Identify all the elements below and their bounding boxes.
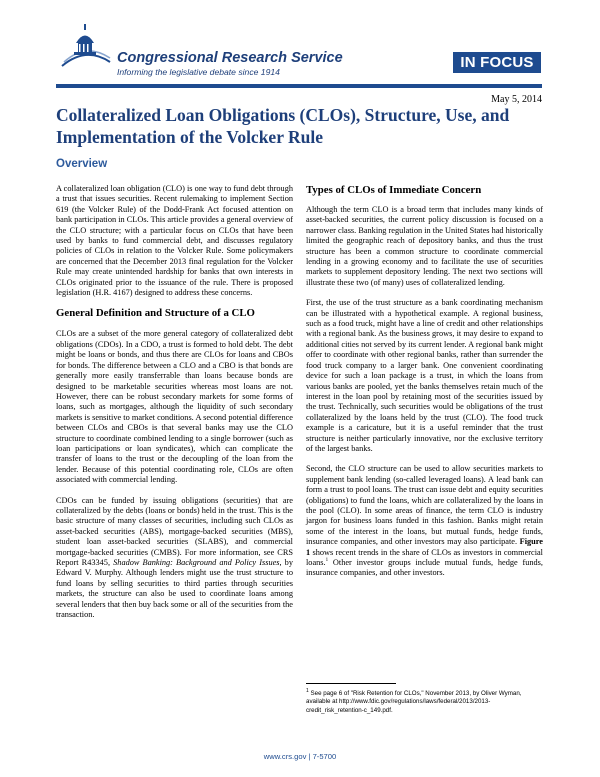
leveraged-loans-text-a: Second, the CLO structure can be used to allow securities markets to supplement bank lending (so-called leveraged loans). A lead bank can form a trust to pool loans. The trust can issue debt and equity securities (obligations) to fund the loans, which are collateralized by the loans in the pool (CLO). In some areas of finance, the term CLO is industry jargon for business loans funded in this fashion. Banks might retain some of the interest in the loans, but mutual funds, hedge funds, insurance companies, and other investors may also participate.: [306, 464, 543, 547]
header-rule: [56, 84, 542, 88]
brand-tagline: Informing the legislative debate since 1914: [117, 67, 280, 77]
page-title: Collateralized Loan Obligations (CLOs), Structure, Use, and Implementation of the Volcker Rule: [56, 105, 510, 147]
types-paragraph: Although the term CLO is a broad term that includes many kinds of asset-backed securities, the current policy discussion is focused on a narrower class. Banking regulation in the United States had historically limited the geographic reach of depository banks, and thus the trust structure has been a common structure to coordinate commercial lending in a growing economy and to facilitate the use of securities markets to supplement depository lending. The next two sections will illustrate these two (of many) uses of collateralized lending.: [306, 205, 543, 287]
coordinating-mechanism-paragraph: First, the use of the trust structure as a bank coordinating mechanism can be illustrated with a hypothetical example. A regional business, such as a food truck, might have a line of credit and other relationships with a regional bank. As the business grows, it may desire to expand to additional cities not served by its current lender. A regional bank might offer to coordinate with other regional banks, rather than surrender the food truck company to a larger bank. One convenient coordinating device for such a loan package is a trust, in which the loans from various banks are pooled, yet the banks themselves retain much of the interest in the loan pool by retaining most of the securities issued by the trust. Technically, such securities would be obligations of the trust collateralized by the loans held by the trust (CLO). The food truck example is a caricature, but it is a useful reminder that the trust structure is neither particularly innovative, nor the exclusive territory of the largest banks.: [306, 298, 543, 453]
brand-name: Congressional Research Service: [117, 50, 343, 66]
overview-paragraph: A collateralized loan obligation (CLO) is one way to fund debt through a trust that issues securities. Recent rulemaking to implement Section 619 (the Volcker Rule) of the Dodd-Frank Act focused attention on bank participation in CLOs. This article provides a general overview of the CLO structure; with a particular focus on CLOs that have been used by banks to fund commercial debt, and discusses regulatory policies of CLOs in relation to the Volcker Rule. Some policymakers are concerned that the December 2013 final regulation for the Volcker Rule may create unintended hardship for banks that own interests in CLOs originated prior to the issuance of the rule. There is proposed legislation (H.R. 4167) designed to address these concerns.: [56, 184, 293, 298]
cdo-funding-text-end: , by Edward V. Murphy. Although lenders might use the trust structure to fund loans by selling securities to third parties through securities markets, the structure can also be used to coordinate loans among several lenders that then buy back some or all of the securities from the transaction.: [56, 558, 293, 620]
footnote-divider: [306, 683, 396, 684]
overview-heading: Overview: [56, 158, 108, 170]
capitol-dome-logo-icon: [60, 22, 112, 72]
footnote-text: See page 6 of "Risk Retention for CLOs," November 2013, by Oliver Wyman, available at http://www.fdic.gov/regulations/laws/federal/2013/2013-credit_risk_retention-c_149.pdf.: [306, 690, 522, 714]
leveraged-loans-text-b: shows recent trends in the share of CLOs as investors in commercial loans.: [306, 547, 543, 567]
publication-date: May 5, 2014: [491, 94, 542, 105]
right-column: [306, 184, 543, 579]
cdo-funding-paragraph: [56, 496, 293, 621]
left-column: [56, 184, 293, 620]
cdo-funding-text-start: CDOs can be funded by issuing obligations (securities) that are collateralized by the debts (loans or bonds) held in the trust. This is the basic structure of many classes of securities, including such CLOs as asset-backed securities (ABS), mortgage-backed securities (MBS), student loan asset-backed securities (SLABS), and commercial mortgage-backed securities (CMBS). For more information, see CRS Report R43345,: [56, 495, 293, 567]
leveraged-loans-paragraph: [306, 464, 543, 578]
section-heading-general-definition: General Definition and Structure of a CLO: [56, 307, 255, 320]
footnote-number: 1: [306, 687, 309, 694]
report-title-link[interactable]: Shadow Banking: Background and Policy Issues: [113, 558, 280, 567]
footnote: [306, 687, 543, 715]
footnote-marker[interactable]: 1: [325, 558, 329, 564]
page-footer: www.crs.gov | 7-5700: [263, 752, 337, 761]
definition-paragraph: CLOs are a subset of the more general category of collateralized debt obligations (CDOs). In a CDO, a trust is formed to hold debt. The debt might be loans or bonds, and thus there are CLOs for loans and CBOs for bonds. The difference between a CLO and a CBO is that bonds are generally more easily transferrable than loans because bonds are designed to be marketable securities whereas most loans are not. However, there can be robust secondary markets for some forms of loans, such as mortgages, although the liquidity of such secondary markets is sensitive to market conditions. A second potential difference between CLOs and CBOs is that several banks may use the CLO structure to coordinate combined lending to a single borrower (such as loan participations or loan syndicates), which can complicate the transfer of loans to the trust or the decoupling of the loan from the lender. Because of this potential coordinating role, CLOs are often associated with commercial lending.: [56, 329, 293, 485]
in-focus-badge: IN FOCUS: [453, 52, 541, 73]
section-heading-types-of-clos: Types of CLOs of Immediate Concern: [306, 184, 482, 196]
leveraged-loans-text-c: Other investor groups include mutual funds, hedge funds, insurance companies, and other investors.: [306, 558, 543, 578]
figure-1-reference[interactable]: Figure 1: [306, 537, 543, 557]
